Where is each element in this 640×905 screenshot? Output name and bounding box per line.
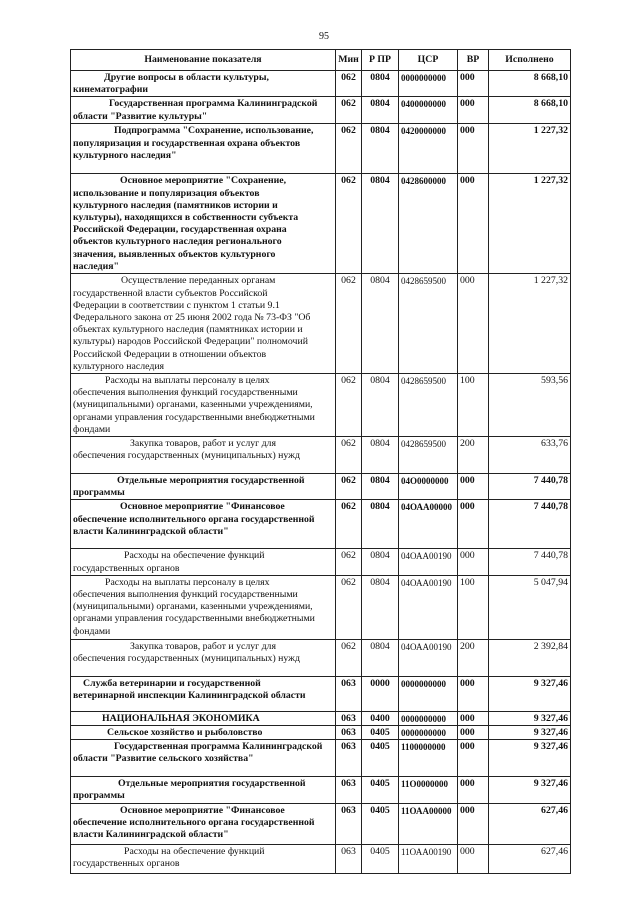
indicator-name-line: власти Калининградской области" xyxy=(73,525,229,537)
indicator-name-line: Закупка товаров, работ и услуг для xyxy=(130,640,276,652)
cell-min: 062 xyxy=(336,124,362,174)
cell-min: 062 xyxy=(336,97,362,124)
cell-vr: 000 xyxy=(458,274,489,374)
cell-min: 062 xyxy=(336,174,362,274)
indicator-name-line: использование и популяризация объектов xyxy=(73,187,260,199)
cell-indicator-name xyxy=(71,474,336,500)
indicator-name-line: государственных органов xyxy=(73,562,180,574)
cell-csr: 0000000000 xyxy=(399,676,458,711)
indicator-name-line: Подпрограмма "Сохранение, использование, xyxy=(114,125,314,137)
cell-csr: 04О0000000 xyxy=(399,474,458,500)
cell-indicator-name xyxy=(71,500,336,549)
header-min: Мин xyxy=(336,50,362,71)
cell-executed: 627,46 xyxy=(489,844,571,873)
cell-indicator-name xyxy=(71,575,336,639)
header-indicator-name: Наименование показателя xyxy=(71,50,336,71)
cell-min: 062 xyxy=(336,474,362,500)
budget-execution-table xyxy=(70,49,571,874)
cell-rpr: 0804 xyxy=(362,97,399,124)
indicator-name-line: культурного наследия" xyxy=(73,149,177,161)
cell-rpr: 0804 xyxy=(362,71,399,97)
cell-vr: 000 xyxy=(458,474,489,500)
cell-min: 063 xyxy=(336,803,362,844)
cell-vr: 200 xyxy=(458,639,489,676)
indicator-name-line: культурного наследия xyxy=(73,360,165,372)
cell-csr: 0000000000 xyxy=(399,711,458,725)
cell-min: 062 xyxy=(336,575,362,639)
indicator-name-line: фондами xyxy=(73,625,111,637)
cell-min: 063 xyxy=(336,711,362,725)
indicator-name-line: наследия" xyxy=(73,260,119,272)
cell-executed: 7 440,78 xyxy=(489,500,571,549)
indicator-name-line: государственных органов xyxy=(73,857,180,869)
indicator-name-line: программы xyxy=(73,487,125,499)
table-row xyxy=(71,726,571,740)
cell-executed: 9 327,46 xyxy=(489,740,571,777)
cell-min: 063 xyxy=(336,740,362,777)
indicator-name-line: Другие вопросы в области культуры, xyxy=(104,72,269,83)
indicator-name-line: Расходы на обеспечение функций xyxy=(124,845,265,857)
cell-csr: 04ОАА00000 xyxy=(399,500,458,549)
cell-indicator-name xyxy=(71,174,336,274)
table-row xyxy=(71,124,571,174)
table-row xyxy=(71,437,571,474)
table-row xyxy=(71,711,571,725)
cell-min: 062 xyxy=(336,71,362,97)
cell-indicator-name xyxy=(71,844,336,873)
cell-executed: 7 440,78 xyxy=(489,474,571,500)
cell-executed: 5 047,94 xyxy=(489,575,571,639)
cell-csr: 0428659500 xyxy=(399,437,458,474)
indicator-name-line: Расходы на выплаты персоналу в целях xyxy=(105,375,270,387)
cell-indicator-name xyxy=(71,274,336,374)
header-rpr: Р ПР xyxy=(362,50,399,71)
cell-min: 063 xyxy=(336,777,362,803)
cell-executed: 627,46 xyxy=(489,803,571,844)
cell-indicator-name xyxy=(71,97,336,124)
indicator-name-line: обеспечения государственных (муниципальных) нужд xyxy=(73,450,300,462)
cell-vr: 000 xyxy=(458,844,489,873)
cell-rpr: 0400 xyxy=(362,711,399,725)
indicator-name-line: области "Развитие сельского хозяйства" xyxy=(73,753,254,765)
indicator-name-line: Федерации в соответствии с пунктом 1 статьи 9.1 xyxy=(73,299,280,311)
cell-csr: 0000000000 xyxy=(399,726,458,740)
cell-vr: 000 xyxy=(458,803,489,844)
cell-vr: 000 xyxy=(458,740,489,777)
indicator-name-line: НАЦИОНАЛЬНАЯ ЭКОНОМИКА xyxy=(102,712,260,724)
table-row xyxy=(71,97,571,124)
cell-rpr: 0804 xyxy=(362,474,399,500)
indicator-name-line: органами управления государственными внебюджетными xyxy=(73,613,315,625)
cell-indicator-name xyxy=(71,71,336,97)
cell-csr: 0000000000 xyxy=(399,71,458,97)
indicator-name-line: Осуществление переданных органам xyxy=(121,275,276,287)
cell-rpr: 0405 xyxy=(362,726,399,740)
cell-indicator-name xyxy=(71,777,336,803)
cell-csr: 0428600000 xyxy=(399,174,458,274)
cell-vr: 000 xyxy=(458,97,489,124)
indicator-name-line: кинематографии xyxy=(73,84,148,96)
cell-rpr: 0804 xyxy=(362,274,399,374)
indicator-name-line: объектов культурного наследия регионального xyxy=(73,236,282,248)
cell-rpr: 0804 xyxy=(362,639,399,676)
cell-executed: 2 392,84 xyxy=(489,639,571,676)
cell-csr: 11ОАА00190 xyxy=(399,844,458,873)
header-vr: ВР xyxy=(458,50,489,71)
cell-min: 062 xyxy=(336,639,362,676)
header-csr: ЦСР xyxy=(399,50,458,71)
indicator-name-line: органами управления государственными внебюджетными xyxy=(73,411,315,423)
table-body xyxy=(71,71,571,874)
indicator-name-line: Отдельные мероприятия государственной xyxy=(118,778,306,790)
cell-executed: 9 327,46 xyxy=(489,711,571,725)
cell-executed: 7 440,78 xyxy=(489,549,571,575)
indicator-name-line: Российской Федерации в отношении объектов xyxy=(73,348,267,360)
indicator-name-line: Сельское хозяйство и рыболовство xyxy=(107,727,263,739)
cell-indicator-name xyxy=(71,437,336,474)
cell-executed: 1 227,32 xyxy=(489,174,571,274)
cell-indicator-name xyxy=(71,549,336,575)
cell-rpr: 0804 xyxy=(362,549,399,575)
cell-csr: 04ОАА00190 xyxy=(399,575,458,639)
cell-vr: 100 xyxy=(458,575,489,639)
indicator-name-line: объектах культурного наследия (памятниках истории и xyxy=(73,324,303,336)
cell-executed: 8 668,10 xyxy=(489,97,571,124)
table-row xyxy=(71,777,571,803)
table-row xyxy=(71,740,571,777)
cell-rpr: 0804 xyxy=(362,437,399,474)
cell-indicator-name xyxy=(71,124,336,174)
table-row xyxy=(71,274,571,374)
cell-vr: 000 xyxy=(458,726,489,740)
indicator-name-line: популяризация и государственная охрана объектов xyxy=(73,137,301,149)
cell-csr: 0428659500 xyxy=(399,274,458,374)
indicator-name-line: обеспечение исполнительного органа государственной xyxy=(73,513,315,525)
indicator-name-line: культуры) народов Российской Федерации" полномочий xyxy=(73,336,308,348)
cell-rpr: 0804 xyxy=(362,575,399,639)
table-row xyxy=(71,575,571,639)
cell-rpr: 0405 xyxy=(362,777,399,803)
cell-rpr: 0804 xyxy=(362,124,399,174)
cell-csr: 11ОАА00000 xyxy=(399,803,458,844)
indicator-name-line: ветеринарной инспекции Калининградской области xyxy=(73,690,306,702)
indicator-name-line: программы xyxy=(73,790,125,802)
table-header-row xyxy=(71,50,571,71)
cell-min: 062 xyxy=(336,274,362,374)
cell-indicator-name xyxy=(71,740,336,777)
indicator-name-line: значения, выявленных объектов культурного xyxy=(73,248,276,260)
indicator-name-line: государственной власти субъектов Российской xyxy=(73,287,268,299)
cell-vr: 200 xyxy=(458,437,489,474)
table-row xyxy=(71,844,571,873)
indicator-name-line: Государственная программа Калининградской xyxy=(114,741,323,753)
table-row xyxy=(71,676,571,711)
cell-vr: 000 xyxy=(458,676,489,711)
cell-indicator-name xyxy=(71,726,336,740)
cell-min: 062 xyxy=(336,374,362,437)
indicator-name-line: Федерального закона от 25 июня 2002 года № 73-ФЗ "Об xyxy=(73,312,311,324)
cell-vr: 000 xyxy=(458,777,489,803)
cell-executed: 8 668,10 xyxy=(489,71,571,97)
cell-csr: 0420000000 xyxy=(399,124,458,174)
cell-rpr: 0405 xyxy=(362,844,399,873)
cell-rpr: 0804 xyxy=(362,500,399,549)
cell-indicator-name xyxy=(71,803,336,844)
cell-vr: 000 xyxy=(458,71,489,97)
cell-csr: 1100000000 xyxy=(399,740,458,777)
cell-executed: 9 327,46 xyxy=(489,777,571,803)
table-row xyxy=(71,71,571,97)
cell-csr: 11О0000000 xyxy=(399,777,458,803)
cell-csr: 04ОАА00190 xyxy=(399,639,458,676)
cell-executed: 633,76 xyxy=(489,437,571,474)
table-row xyxy=(71,174,571,274)
cell-executed: 1 227,32 xyxy=(489,124,571,174)
table-row xyxy=(71,803,571,844)
cell-rpr: 0405 xyxy=(362,803,399,844)
indicator-name-line: Расходы на выплаты персоналу в целях xyxy=(105,576,270,588)
cell-min: 063 xyxy=(336,726,362,740)
indicator-name-line: Отдельные мероприятия государственной xyxy=(117,475,305,487)
cell-rpr: 0804 xyxy=(362,374,399,437)
table-header xyxy=(71,50,571,71)
cell-vr: 000 xyxy=(458,500,489,549)
cell-vr: 000 xyxy=(458,174,489,274)
indicator-name-line: Основное мероприятие "Сохранение, xyxy=(120,175,287,187)
indicator-name-line: (муниципальными) органами, казенными учреждениями, xyxy=(73,399,313,411)
table-row xyxy=(71,474,571,500)
cell-vr: 100 xyxy=(458,374,489,437)
indicator-name-line: обеспечение исполнительного органа государственной xyxy=(73,816,315,828)
cell-csr: 04ОАА00190 xyxy=(399,549,458,575)
indicator-name-line: Государственная программа Калининградской xyxy=(109,98,318,110)
cell-executed: 9 327,46 xyxy=(489,726,571,740)
indicator-name-line: власти Калининградской области" xyxy=(73,829,229,841)
indicator-name-line: обеспечения выполнения функций государственными xyxy=(73,387,298,399)
indicator-name-line: культуры), находящихся в собственности субъекта xyxy=(73,212,299,224)
cell-min: 063 xyxy=(336,844,362,873)
cell-min: 062 xyxy=(336,437,362,474)
cell-rpr: 0000 xyxy=(362,676,399,711)
indicator-name-line: (муниципальными) органами, казенными учреждениями, xyxy=(73,601,313,613)
cell-csr: 0400000000 xyxy=(399,97,458,124)
cell-min: 062 xyxy=(336,549,362,575)
indicator-name-line: обеспечения выполнения функций государственными xyxy=(73,589,298,601)
indicator-name-line: области "Развитие культуры" xyxy=(73,110,208,122)
indicator-name-line: Служба ветеринарии и государственной xyxy=(83,677,261,689)
indicator-name-line: культурного наследия (памятников истории и xyxy=(73,199,278,211)
indicator-name-line: Основное мероприятие "Финансовое xyxy=(120,804,285,816)
indicator-name-line: фондами xyxy=(73,423,111,435)
cell-indicator-name xyxy=(71,639,336,676)
indicator-name-line: Расходы на обеспечение функций xyxy=(124,550,265,562)
indicator-name-line: Российской Федерации, государственная охрана xyxy=(73,224,287,236)
cell-vr: 000 xyxy=(458,124,489,174)
cell-rpr: 0405 xyxy=(362,740,399,777)
header-executed: Исполнено xyxy=(489,50,571,71)
indicator-name-line: Основное мероприятие "Финансовое xyxy=(120,501,285,513)
table-row xyxy=(71,549,571,575)
table-row xyxy=(71,639,571,676)
cell-executed: 1 227,32 xyxy=(489,274,571,374)
cell-rpr: 0804 xyxy=(362,174,399,274)
cell-vr: 000 xyxy=(458,711,489,725)
cell-vr: 000 xyxy=(458,549,489,575)
page-number: 95 xyxy=(319,31,329,42)
table-row xyxy=(71,500,571,549)
cell-executed: 9 327,46 xyxy=(489,676,571,711)
indicator-name-line: Закупка товаров, работ и услуг для xyxy=(130,438,276,450)
indicator-name-line: обеспечения государственных (муниципальных) нужд xyxy=(73,653,300,665)
cell-indicator-name xyxy=(71,676,336,711)
cell-indicator-name xyxy=(71,711,336,725)
cell-csr: 0428659500 xyxy=(399,374,458,437)
table-row xyxy=(71,374,571,437)
cell-executed: 593,56 xyxy=(489,374,571,437)
cell-indicator-name xyxy=(71,374,336,437)
cell-min: 063 xyxy=(336,676,362,711)
cell-min: 062 xyxy=(336,500,362,549)
